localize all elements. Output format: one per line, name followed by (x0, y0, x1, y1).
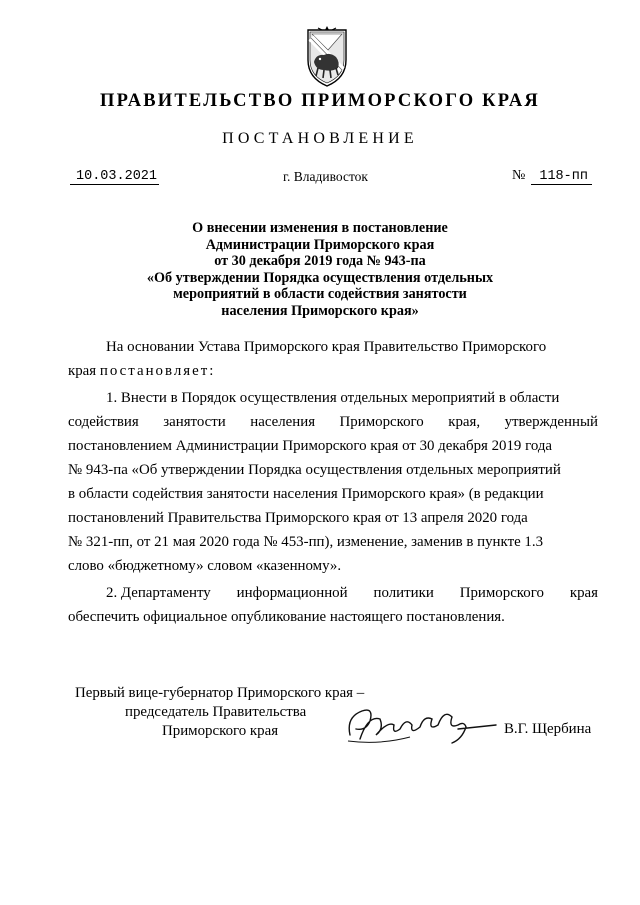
subject-line: О внесении изменения в постановление (192, 220, 448, 236)
paragraph1-line: в области содействия занятости населения Приморского края» (в редакции (68, 486, 544, 502)
document-number: 118-пп (531, 169, 592, 185)
subject-line: населения Приморского края» (221, 302, 419, 319)
number-sign: № (512, 168, 526, 183)
word: 2. Департаменту (106, 585, 211, 601)
word: политики (373, 585, 434, 601)
paragraph1-line-justified (68, 410, 598, 434)
document-city: г. Владивосток (283, 169, 368, 184)
document-body (68, 335, 598, 629)
paragraph2-line: обеспечить официальное опубликование настоящего постановления. (68, 609, 505, 625)
paragraph1-line: слово «бюджетному» словом «казенному». (68, 558, 342, 574)
word: Приморского (459, 585, 544, 601)
document-number-block (512, 168, 592, 185)
subject-line: Администрации Приморского края (205, 236, 435, 253)
signatory-name: В.Г. Щербина (504, 721, 592, 737)
subject-line: «Об утверждении Порядка осуществления отдельных (146, 269, 494, 286)
preamble-line: На основании Устава Приморского края Правительство Приморского (106, 339, 547, 355)
word: края (569, 585, 598, 601)
word: занятости (163, 414, 226, 430)
word: утвержденный (504, 414, 598, 430)
subject-line: от 30 декабря 2019 года № 943-па (214, 253, 426, 270)
word: населения (250, 414, 316, 430)
coat-of-arms-icon (298, 24, 356, 88)
preamble-word: края (68, 363, 97, 379)
word: содействия (68, 414, 139, 430)
preamble-line (68, 359, 598, 383)
word: Приморского (339, 414, 424, 430)
paragraph1-line: 1. Внести в Порядок осуществления отдельных мероприятий в области (106, 390, 560, 406)
paragraph1-line: № 321-пп, от 21 мая 2020 года № 453-пп), изменение, заменив в пункте 1.3 (68, 534, 544, 550)
word: информационной (236, 585, 348, 601)
paragraph1-line: № 943-па «Об утверждении Порядка осуществления отдельных мероприятий (68, 462, 561, 478)
paragraph1-line: постановлений Правительства Приморского края от 13 апреля 2020 года (68, 510, 528, 526)
subject-line: мероприятий в области содействия занятости (173, 286, 467, 303)
document-type: ПОСТАНОВЛЕНИЕ (222, 130, 418, 147)
word: края, (448, 414, 481, 430)
signatory-title-line: Первый вице-губернатор Приморского края – (75, 685, 365, 701)
paragraph1-line: постановлением Администрации Приморского края от 30 декабря 2019 года (68, 438, 553, 454)
signatory-title-line: председатель Правительства (125, 704, 307, 720)
preamble-decree-word: постановляет: (99, 363, 216, 379)
paragraph2-line-justified (68, 581, 598, 605)
government-title: ПРАВИТЕЛЬСТВО ПРИМОРСКОГО КРАЯ (99, 91, 540, 111)
signatory-title-line: Приморского края (162, 723, 279, 739)
document-date: 10.03.2021 (70, 169, 159, 185)
handwritten-signature-icon (340, 695, 500, 755)
document-subject (80, 220, 560, 320)
